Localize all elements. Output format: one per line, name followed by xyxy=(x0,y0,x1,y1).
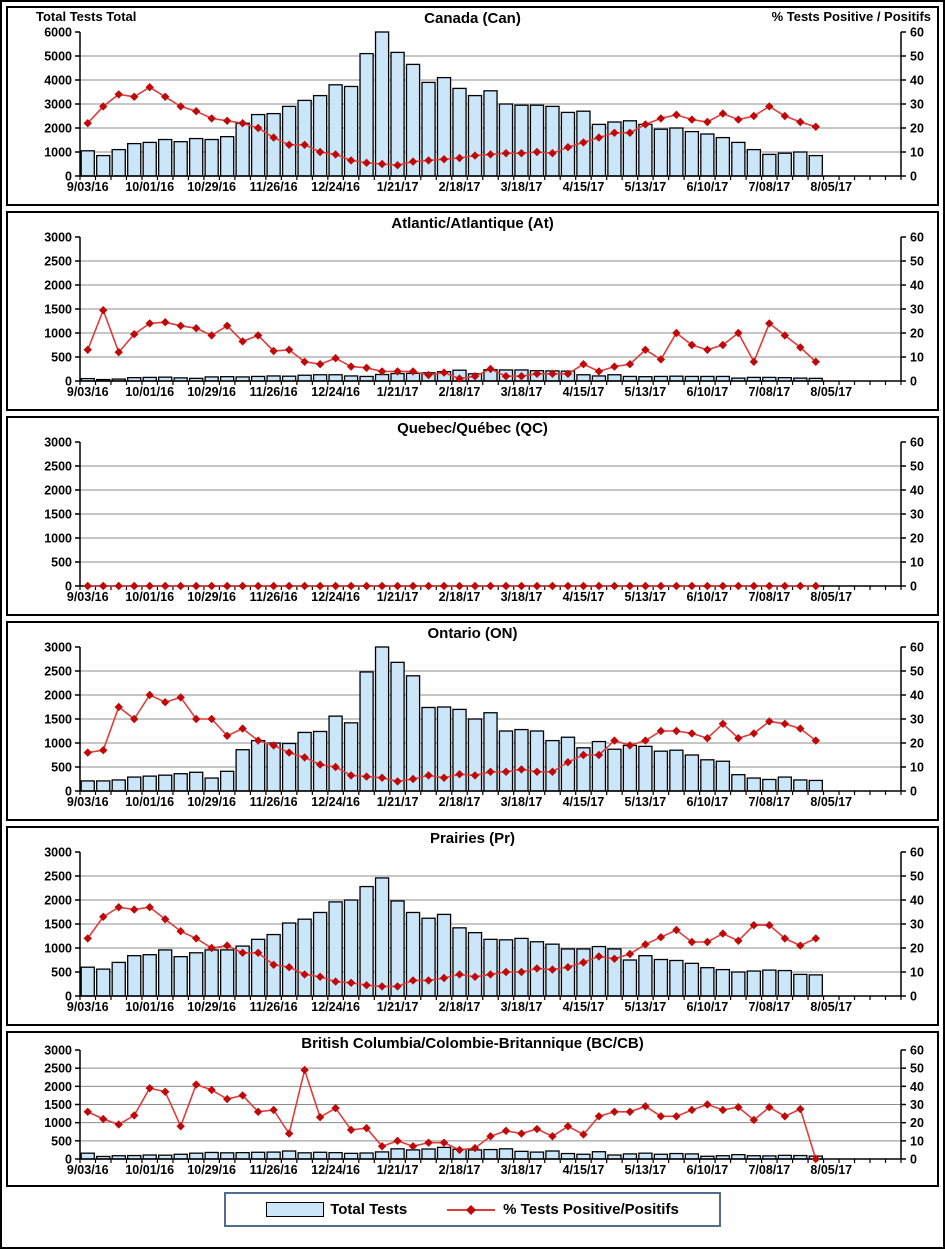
svg-text:20: 20 xyxy=(910,1116,924,1131)
svg-text:9/03/16: 9/03/16 xyxy=(66,795,109,809)
svg-text:500: 500 xyxy=(51,1134,72,1149)
svg-text:10/29/16: 10/29/16 xyxy=(187,180,237,194)
svg-text:2500: 2500 xyxy=(44,254,72,269)
svg-text:3000: 3000 xyxy=(44,1043,72,1058)
svg-text:20: 20 xyxy=(910,121,924,136)
svg-text:6/10/17: 6/10/17 xyxy=(686,1000,729,1014)
svg-text:5/13/17: 5/13/17 xyxy=(624,385,667,399)
atlantic-chart xyxy=(8,213,943,409)
svg-text:3/18/17: 3/18/17 xyxy=(500,180,543,194)
svg-text:500: 500 xyxy=(51,760,72,775)
svg-text:30: 30 xyxy=(910,712,924,727)
svg-text:1500: 1500 xyxy=(44,917,72,932)
svg-text:40: 40 xyxy=(910,688,924,703)
legend-row xyxy=(2,1192,943,1227)
svg-text:1000: 1000 xyxy=(44,326,72,341)
svg-text:2500: 2500 xyxy=(44,1061,72,1076)
svg-text:9/03/16: 9/03/16 xyxy=(66,385,109,399)
svg-text:12/24/16: 12/24/16 xyxy=(311,385,360,399)
svg-text:3/18/17: 3/18/17 xyxy=(500,1163,543,1177)
svg-text:20: 20 xyxy=(910,941,924,956)
svg-text:10/29/16: 10/29/16 xyxy=(187,590,237,604)
svg-text:10: 10 xyxy=(910,965,924,980)
svg-text:30: 30 xyxy=(910,1098,924,1112)
svg-text:9/03/16: 9/03/16 xyxy=(66,1163,109,1177)
svg-text:50: 50 xyxy=(910,869,924,884)
svg-text:1500: 1500 xyxy=(44,302,72,317)
svg-text:1500: 1500 xyxy=(44,507,72,522)
svg-text:11/26/16: 11/26/16 xyxy=(249,1163,298,1177)
svg-text:0: 0 xyxy=(65,784,72,799)
svg-text:3000: 3000 xyxy=(44,640,72,655)
svg-text:3000: 3000 xyxy=(44,97,72,112)
svg-text:6/10/17: 6/10/17 xyxy=(686,180,729,194)
svg-text:500: 500 xyxy=(51,350,72,365)
svg-text:4/15/17: 4/15/17 xyxy=(562,1163,605,1177)
svg-text:9/03/16: 9/03/16 xyxy=(66,590,109,604)
legend-item-total-tests xyxy=(266,1201,407,1218)
svg-text:6/10/17: 6/10/17 xyxy=(686,795,729,809)
svg-text:3000: 3000 xyxy=(44,435,72,450)
svg-text:10/29/16: 10/29/16 xyxy=(187,1000,237,1014)
svg-text:1/21/17: 1/21/17 xyxy=(376,180,419,194)
svg-text:0: 0 xyxy=(910,1152,917,1167)
panel-ontario xyxy=(6,621,939,821)
svg-text:7/08/17: 7/08/17 xyxy=(748,795,791,809)
svg-text:40: 40 xyxy=(910,73,924,88)
pct-positive-marker-icon xyxy=(445,1203,497,1217)
svg-text:8/05/17: 8/05/17 xyxy=(810,180,853,194)
svg-text:6000: 6000 xyxy=(44,25,72,40)
left-axis-title: Total Tests Total xyxy=(36,9,137,24)
svg-text:2500: 2500 xyxy=(44,459,72,474)
svg-text:20: 20 xyxy=(910,531,924,546)
svg-text:1000: 1000 xyxy=(44,531,72,546)
svg-text:8/05/17: 8/05/17 xyxy=(810,1000,853,1014)
svg-text:3000: 3000 xyxy=(44,845,72,860)
svg-text:8/05/17: 8/05/17 xyxy=(810,795,853,809)
svg-text:50: 50 xyxy=(910,49,924,64)
quebec-chart xyxy=(8,418,943,614)
panel-title-quebec: Quebec/Québec (QC) xyxy=(397,420,548,437)
ontario-chart xyxy=(8,623,943,819)
svg-text:60: 60 xyxy=(910,25,924,40)
svg-text:4/15/17: 4/15/17 xyxy=(562,795,605,809)
svg-text:10/29/16: 10/29/16 xyxy=(187,385,237,399)
svg-text:40: 40 xyxy=(910,483,924,498)
svg-text:500: 500 xyxy=(51,555,72,570)
legend-total-tests-label: Total Tests xyxy=(330,1201,408,1218)
svg-text:12/24/16: 12/24/16 xyxy=(311,590,360,604)
svg-text:12/24/16: 12/24/16 xyxy=(311,795,360,809)
svg-text:7/08/17: 7/08/17 xyxy=(748,590,791,604)
svg-text:5/13/17: 5/13/17 xyxy=(624,1163,667,1177)
svg-text:10/29/16: 10/29/16 xyxy=(187,795,237,809)
svg-text:2/18/17: 2/18/17 xyxy=(438,795,481,809)
svg-text:9/03/16: 9/03/16 xyxy=(66,180,109,194)
svg-text:3/18/17: 3/18/17 xyxy=(500,1000,543,1014)
panel-quebec xyxy=(6,416,939,616)
svg-text:2500: 2500 xyxy=(44,869,72,884)
svg-text:60: 60 xyxy=(910,435,924,450)
svg-text:30: 30 xyxy=(910,917,924,932)
svg-text:6/10/17: 6/10/17 xyxy=(686,590,729,604)
svg-text:12/24/16: 12/24/16 xyxy=(311,1163,360,1177)
svg-text:10: 10 xyxy=(910,1134,924,1149)
svg-text:0: 0 xyxy=(910,784,917,799)
svg-text:2000: 2000 xyxy=(44,483,72,498)
svg-text:2/18/17: 2/18/17 xyxy=(438,1000,481,1014)
svg-text:1000: 1000 xyxy=(44,145,72,160)
panel-atlantic xyxy=(6,211,939,411)
panel-title-atlantic: Atlantic/Atlantique (At) xyxy=(391,215,554,232)
svg-text:5/13/17: 5/13/17 xyxy=(624,795,667,809)
svg-text:11/26/16: 11/26/16 xyxy=(249,180,298,194)
svg-text:0: 0 xyxy=(910,169,917,184)
svg-text:40: 40 xyxy=(910,893,924,908)
legend xyxy=(224,1192,721,1227)
svg-text:40: 40 xyxy=(910,278,924,293)
svg-text:5000: 5000 xyxy=(44,49,72,64)
svg-text:4/15/17: 4/15/17 xyxy=(562,385,605,399)
svg-text:6/10/17: 6/10/17 xyxy=(686,1163,729,1177)
svg-text:8/05/17: 8/05/17 xyxy=(810,385,853,399)
svg-text:1500: 1500 xyxy=(44,1098,72,1112)
svg-text:50: 50 xyxy=(910,254,924,269)
svg-text:4/15/17: 4/15/17 xyxy=(562,1000,605,1014)
legend-item-pct-positive xyxy=(445,1201,679,1218)
svg-text:1000: 1000 xyxy=(44,736,72,751)
svg-text:3/18/17: 3/18/17 xyxy=(500,385,543,399)
svg-text:2000: 2000 xyxy=(44,1079,72,1094)
svg-text:10/01/16: 10/01/16 xyxy=(125,795,175,809)
svg-text:1000: 1000 xyxy=(44,1116,72,1131)
svg-text:7/08/17: 7/08/17 xyxy=(748,385,791,399)
svg-text:1/21/17: 1/21/17 xyxy=(376,1000,419,1014)
british-columbia-chart xyxy=(8,1033,943,1185)
svg-text:500: 500 xyxy=(51,965,72,980)
svg-text:11/26/16: 11/26/16 xyxy=(249,385,298,399)
svg-text:50: 50 xyxy=(910,664,924,679)
svg-text:50: 50 xyxy=(910,459,924,474)
svg-text:0: 0 xyxy=(65,1152,72,1167)
svg-text:0: 0 xyxy=(65,989,72,1004)
svg-text:10/01/16: 10/01/16 xyxy=(125,385,175,399)
svg-text:10/01/16: 10/01/16 xyxy=(125,1163,175,1177)
svg-text:3000: 3000 xyxy=(44,230,72,245)
svg-text:0: 0 xyxy=(65,169,72,184)
svg-text:20: 20 xyxy=(910,736,924,751)
panel-british-columbia xyxy=(6,1031,939,1187)
svg-text:0: 0 xyxy=(65,374,72,389)
svg-text:10/01/16: 10/01/16 xyxy=(125,180,175,194)
svg-text:60: 60 xyxy=(910,230,924,245)
svg-text:60: 60 xyxy=(910,1043,924,1058)
svg-text:2000: 2000 xyxy=(44,893,72,908)
panel-title-ontario: Ontario (ON) xyxy=(427,625,518,642)
svg-text:60: 60 xyxy=(910,640,924,655)
svg-text:2500: 2500 xyxy=(44,664,72,679)
svg-text:5/13/17: 5/13/17 xyxy=(624,590,667,604)
svg-text:2/18/17: 2/18/17 xyxy=(438,590,481,604)
svg-text:6/10/17: 6/10/17 xyxy=(686,385,729,399)
svg-text:1000: 1000 xyxy=(44,941,72,956)
svg-text:2/18/17: 2/18/17 xyxy=(438,180,481,194)
svg-text:2000: 2000 xyxy=(44,278,72,293)
svg-text:2/18/17: 2/18/17 xyxy=(438,385,481,399)
svg-text:0: 0 xyxy=(910,374,917,389)
prairies-chart xyxy=(8,828,943,1024)
svg-text:8/05/17: 8/05/17 xyxy=(810,590,853,604)
svg-text:30: 30 xyxy=(910,97,924,112)
svg-text:11/26/16: 11/26/16 xyxy=(249,1000,298,1014)
total-tests-swatch xyxy=(266,1202,324,1217)
svg-text:10: 10 xyxy=(910,350,924,365)
svg-text:4000: 4000 xyxy=(44,73,72,88)
svg-text:7/08/17: 7/08/17 xyxy=(748,1000,791,1014)
svg-text:1/21/17: 1/21/17 xyxy=(376,385,419,399)
svg-text:10: 10 xyxy=(910,555,924,570)
svg-text:11/26/16: 11/26/16 xyxy=(249,795,298,809)
panel-canada xyxy=(6,6,939,206)
panel-title-prairies: Prairies (Pr) xyxy=(429,830,516,847)
svg-text:1/21/17: 1/21/17 xyxy=(376,795,419,809)
svg-text:1/21/17: 1/21/17 xyxy=(376,590,419,604)
svg-text:10/29/16: 10/29/16 xyxy=(187,1163,237,1177)
svg-text:30: 30 xyxy=(910,507,924,522)
svg-text:4/15/17: 4/15/17 xyxy=(562,590,605,604)
panel-title-canada: Canada (Can) xyxy=(424,10,521,27)
svg-text:2000: 2000 xyxy=(44,121,72,136)
svg-text:1500: 1500 xyxy=(44,712,72,727)
right-axis-title: % Tests Positive / Positifs xyxy=(771,9,931,24)
svg-text:1/21/17: 1/21/17 xyxy=(376,1163,419,1177)
svg-text:2000: 2000 xyxy=(44,688,72,703)
svg-text:0: 0 xyxy=(910,579,917,594)
svg-text:10/01/16: 10/01/16 xyxy=(125,590,175,604)
svg-text:50: 50 xyxy=(910,1061,924,1076)
svg-text:10: 10 xyxy=(910,760,924,775)
svg-text:3/18/17: 3/18/17 xyxy=(500,795,543,809)
panel-title-british-columbia: British Columbia/Colombie-Britannique (BC/CB) xyxy=(301,1035,644,1052)
svg-text:3/18/17: 3/18/17 xyxy=(500,590,543,604)
svg-text:5/13/17: 5/13/17 xyxy=(624,180,667,194)
svg-text:9/03/16: 9/03/16 xyxy=(66,1000,109,1014)
svg-text:2/18/17: 2/18/17 xyxy=(438,1163,481,1177)
svg-text:20: 20 xyxy=(910,326,924,341)
legend-pct-positive-label: % Tests Positive/Positifs xyxy=(503,1201,679,1218)
svg-text:0: 0 xyxy=(910,989,917,1004)
svg-text:7/08/17: 7/08/17 xyxy=(748,1163,791,1177)
panel-prairies xyxy=(6,826,939,1026)
svg-text:40: 40 xyxy=(910,1079,924,1094)
svg-text:5/13/17: 5/13/17 xyxy=(624,1000,667,1014)
svg-text:0: 0 xyxy=(65,579,72,594)
svg-text:60: 60 xyxy=(910,845,924,860)
svg-text:8/05/17: 8/05/17 xyxy=(810,1163,853,1177)
svg-text:11/26/16: 11/26/16 xyxy=(249,590,298,604)
svg-text:12/24/16: 12/24/16 xyxy=(311,180,360,194)
svg-text:30: 30 xyxy=(910,302,924,317)
svg-text:10/01/16: 10/01/16 xyxy=(125,1000,175,1014)
canada-chart xyxy=(8,8,943,204)
svg-text:12/24/16: 12/24/16 xyxy=(311,1000,360,1014)
svg-text:7/08/17: 7/08/17 xyxy=(748,180,791,194)
svg-text:10: 10 xyxy=(910,145,924,160)
svg-text:4/15/17: 4/15/17 xyxy=(562,180,605,194)
